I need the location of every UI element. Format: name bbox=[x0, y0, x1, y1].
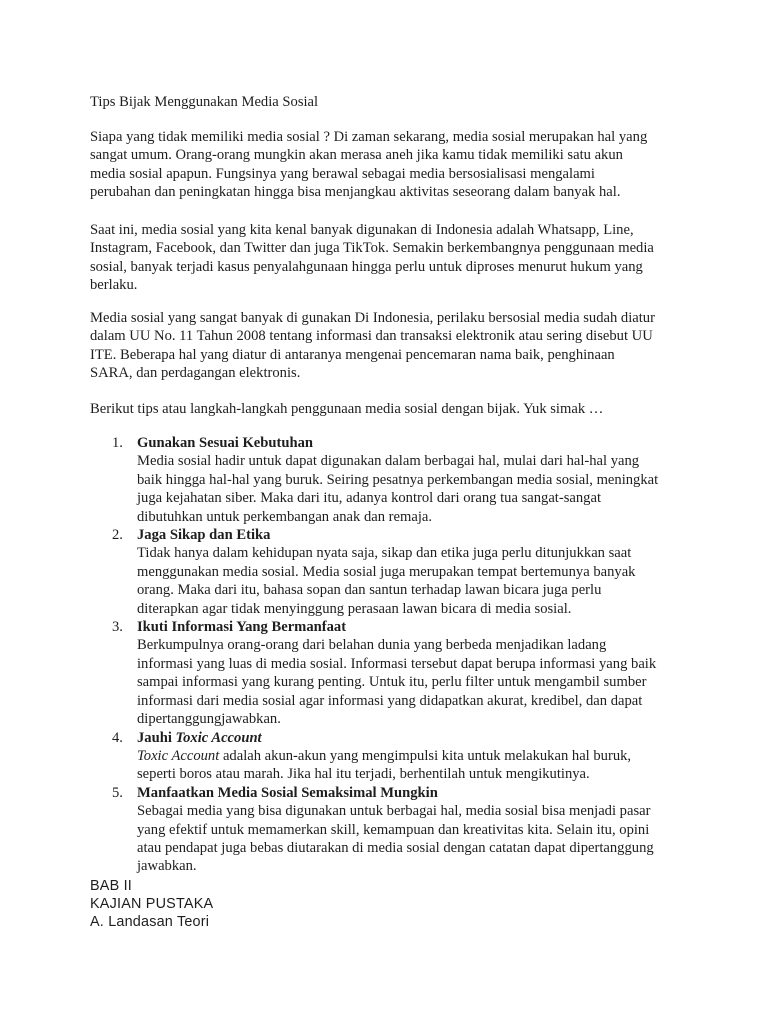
tip-line: Sebagai media yang bisa digunakan untuk berbagai hal, media sosial bisa menjadi pasar bbox=[137, 803, 651, 820]
tip-heading-italic: Toxic Account bbox=[175, 729, 262, 746]
tip-line: yang efektif untuk memamerkan skill, kemampuan dan kreativitas kita. Selain itu, opini bbox=[137, 821, 650, 838]
paragraph-line: Berikut tips atau langkah-langkah penggunaan media sosial dengan bijak. Yuk simak … bbox=[90, 401, 604, 417]
tip-line: Berkumpulnya orang-orang dari belahan dunia yang berbeda menjadikan ladang bbox=[137, 637, 607, 654]
paragraph-line: perubahan dan peningkatan hingga bisa menjangkau aktivitas seseorang dalam banyak hal. bbox=[90, 184, 621, 201]
tip-line-italic: Toxic Account bbox=[137, 747, 220, 764]
tip-line: seperti boros atau marah. Jika hal itu terjadi, berhentilah untuk mengikutinya. bbox=[137, 766, 590, 783]
paragraph-line: sangat umum. Orang-orang mungkin akan merasa aneh jika kamu tidak memiliki satu akun bbox=[90, 147, 623, 164]
paragraph-social-media-usage bbox=[90, 221, 690, 295]
paragraph-uu-ite bbox=[90, 309, 690, 383]
tip-line bbox=[137, 747, 690, 765]
chapter-label: BAB II bbox=[90, 878, 132, 894]
tip-line: Media sosial hadir untuk dapat digunakan dalam berbagai hal, mulai dari hal-hal yang bbox=[137, 453, 640, 470]
section-title: A. Landasan Teori bbox=[90, 914, 210, 931]
tip-heading-text: Jauhi bbox=[137, 729, 176, 746]
list-item bbox=[90, 729, 690, 784]
chapter-title: KAJIAN PUSTAKA bbox=[90, 896, 214, 913]
tips-list bbox=[90, 434, 690, 876]
list-number: 1. bbox=[112, 435, 123, 451]
paragraph-line: Media sosial yang sangat banyak di gunakan Di Indonesia, perilaku bersosial media sudah diatur bbox=[90, 310, 655, 326]
paragraph-line: SARA, dan perdagangan elektronis. bbox=[90, 365, 301, 382]
tip-line: juga kejahatan siber. Maka dari itu, adanya kontrol dari orang tua sangat-sangat bbox=[137, 490, 601, 507]
paragraph-intro bbox=[90, 128, 690, 202]
tip-heading bbox=[137, 729, 690, 747]
tip-line: menggunakan media sosial. Media sosial juga merupakan tempat bertemunya banyak bbox=[137, 563, 636, 580]
paragraph-line: Saat ini, media sosial yang kita kenal banyak digunakan di Indonesia adalah Whatsapp, Line, bbox=[90, 222, 634, 238]
list-number: 4. bbox=[112, 729, 123, 746]
tip-heading: Manfaatkan Media Sosial Semaksimal Mungkin bbox=[137, 784, 438, 801]
document-title: Tips Bijak Menggunakan Media Sosial bbox=[90, 94, 319, 110]
tip-heading: Ikuti Informasi Yang Bermanfaat bbox=[137, 619, 347, 636]
tip-line: atau pendapat juga bebas diutarakan di media sosial dengan catatan dapat dipertanggung bbox=[137, 839, 654, 856]
list-number: 2. bbox=[112, 527, 123, 544]
chapter-heading-block bbox=[90, 877, 213, 932]
paragraph-line: ITE. Beberapa hal yang diatur di antaranya mengenai pencemaran nama baik, penghinaan bbox=[90, 346, 615, 363]
list-number: 3. bbox=[112, 619, 123, 636]
tip-line: sampai informasi yang kurang penting. Untuk itu, perlu filter untuk mengambil sumber bbox=[137, 674, 647, 691]
list-item bbox=[90, 526, 690, 618]
tip-line: dipertanggungjawabkan. bbox=[137, 711, 281, 728]
tip-heading: Jaga Sikap dan Etika bbox=[137, 527, 271, 544]
tip-heading: Gunakan Sesuai Kebutuhan bbox=[137, 435, 314, 451]
tip-line: orang. Maka dari itu, bahasa sopan dan santun terhadap lawan bicara juga perlu bbox=[137, 582, 602, 599]
tip-line: jawabkan. bbox=[137, 858, 197, 875]
paragraph-line: sosial, banyak terjadi kasus penyalahgunaan hingga perlu untuk diproses menurut hukum yang bbox=[90, 258, 643, 275]
tip-line-rest: adalah akun-akun yang mengimpulsi kita untuk melakukan hal buruk, bbox=[219, 747, 632, 764]
list-item bbox=[90, 618, 690, 728]
tip-line: diterapkan agar tidak menyinggung perasaan lawan bicara di media sosial. bbox=[137, 600, 572, 617]
list-number: 5. bbox=[112, 784, 123, 801]
tip-line: Tidak hanya dalam kehidupan nyata saja, sikap dan etika juga perlu ditunjukkan saat bbox=[137, 545, 632, 562]
paragraph-line: Siapa yang tidak memiliki media sosial ? Di zaman sekarang, media sosial merupakan hal yang bbox=[90, 129, 648, 145]
paragraph-line: media sosial apapun. Fungsinya yang berawal sebagai media bersosialisasi mengalami bbox=[90, 165, 595, 182]
paragraph-line: berlaku. bbox=[90, 277, 138, 294]
list-item bbox=[90, 784, 690, 876]
tip-line: informasi yang luas di media sosial. Informasi tersebut dapat berupa informasi yang baik bbox=[137, 655, 657, 672]
paragraph-tips-intro bbox=[90, 400, 690, 418]
tip-line: dibutuhkan untuk perkembangan anak dan remaja. bbox=[137, 508, 433, 525]
list-item bbox=[90, 434, 690, 526]
paragraph-line: Instagram, Facebook, dan Twitter dan juga TikTok. Semakin berkembangnya penggunaan media bbox=[90, 240, 654, 257]
tip-line: baik hingga hal-hal yang buruk. Seiring pesatnya perkembangan media sosial, meningkat bbox=[137, 471, 659, 488]
paragraph-line: dalam UU No. 11 Tahun 2008 tentang informasi dan transaksi elektronik atau sering disebut UU bbox=[90, 328, 653, 345]
tip-line: informasi dari media sosial agar informasi yang didapatkan akurat, kredibel, dan dapat bbox=[137, 692, 643, 709]
